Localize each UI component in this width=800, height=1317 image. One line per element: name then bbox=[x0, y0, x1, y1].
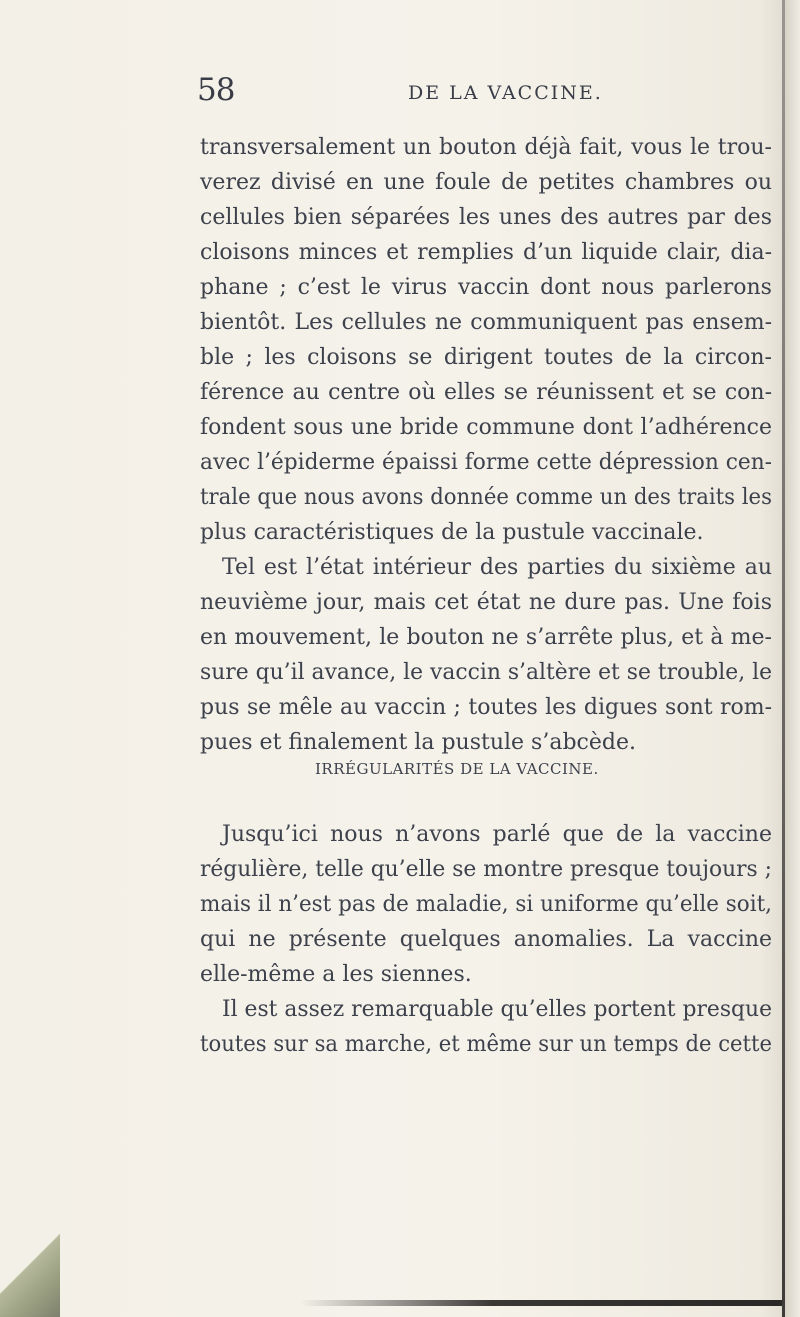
text-line: qui ne présente quelques anomalies. La vaccine bbox=[200, 927, 773, 952]
page-header bbox=[0, 72, 782, 122]
text-line: cloisons minces et remplies d’un liquide clair, dia- bbox=[200, 240, 773, 265]
text-line: Tel est l’état intérieur des parties du sixième au bbox=[222, 555, 772, 580]
text-line: cellules bien séparées les unes des autres par des bbox=[200, 205, 772, 230]
text-line: fondent sous une bride commune dont l’adhérence bbox=[200, 415, 773, 440]
text-line: phane ; c’est le virus vaccin dont nous parlerons bbox=[200, 275, 772, 300]
text-line: sure qu’il avance, le vaccin s’altère et se trouble, le bbox=[200, 660, 773, 685]
text-line: bientôt. Les cellules ne communiquent pas ensem- bbox=[200, 310, 773, 335]
scan-corner-artifact bbox=[0, 1190, 60, 1317]
text-line: avec l’épiderme épaissi forme cette dépression cen- bbox=[200, 450, 773, 475]
text-line: trale que nous avons donnée comme un des traits les bbox=[200, 485, 772, 510]
section-heading: IRRÉGULARITÉS DE LA VACCINE. bbox=[315, 760, 599, 778]
text-line: en mouvement, le bouton ne s’arrête plus, et à me- bbox=[200, 625, 772, 650]
running-head: DE LA VACCINE. bbox=[408, 82, 603, 104]
text-line: mais il n’est pas de maladie, si uniforme qu’elle soit, bbox=[200, 892, 773, 917]
text-line: toutes sur sa marche, et même sur un temps de cette bbox=[200, 1032, 772, 1057]
text-line: régulière, telle qu’elle se montre presque toujours ; bbox=[200, 857, 772, 882]
text-line: ble ; les cloisons se dirigent toutes de la circon- bbox=[200, 345, 772, 370]
text-line: verez divisé en une foule de petites chambres ou bbox=[200, 170, 772, 195]
page-number: 58 bbox=[197, 72, 235, 108]
text-line: plus caractéristiques de la pustule vaccinale. bbox=[200, 520, 704, 545]
text-line: transversalement un bouton déjà fait, vous le trou- bbox=[200, 135, 772, 160]
text-line: férence au centre où elles se réunissent et se con- bbox=[200, 380, 773, 405]
text-line: Il est assez remarquable qu’elles portent presque bbox=[222, 997, 773, 1022]
text-line: neuvième jour, mais cet état ne dure pas. Une fois bbox=[200, 590, 772, 615]
page-gutter bbox=[782, 0, 785, 1317]
adjacent-page-edge bbox=[785, 0, 800, 1317]
text-line: elle-même a les siennes. bbox=[200, 962, 472, 987]
text-line: Jusqu’ici nous n’avons parlé que de la vaccine bbox=[222, 822, 772, 847]
text-line: pus se mêle au vaccin ; toutes les digues sont rom- bbox=[200, 695, 773, 720]
text-line: pues et finalement la pustule s’abcède. bbox=[200, 730, 636, 755]
page-bottom-shadow bbox=[300, 1300, 782, 1306]
